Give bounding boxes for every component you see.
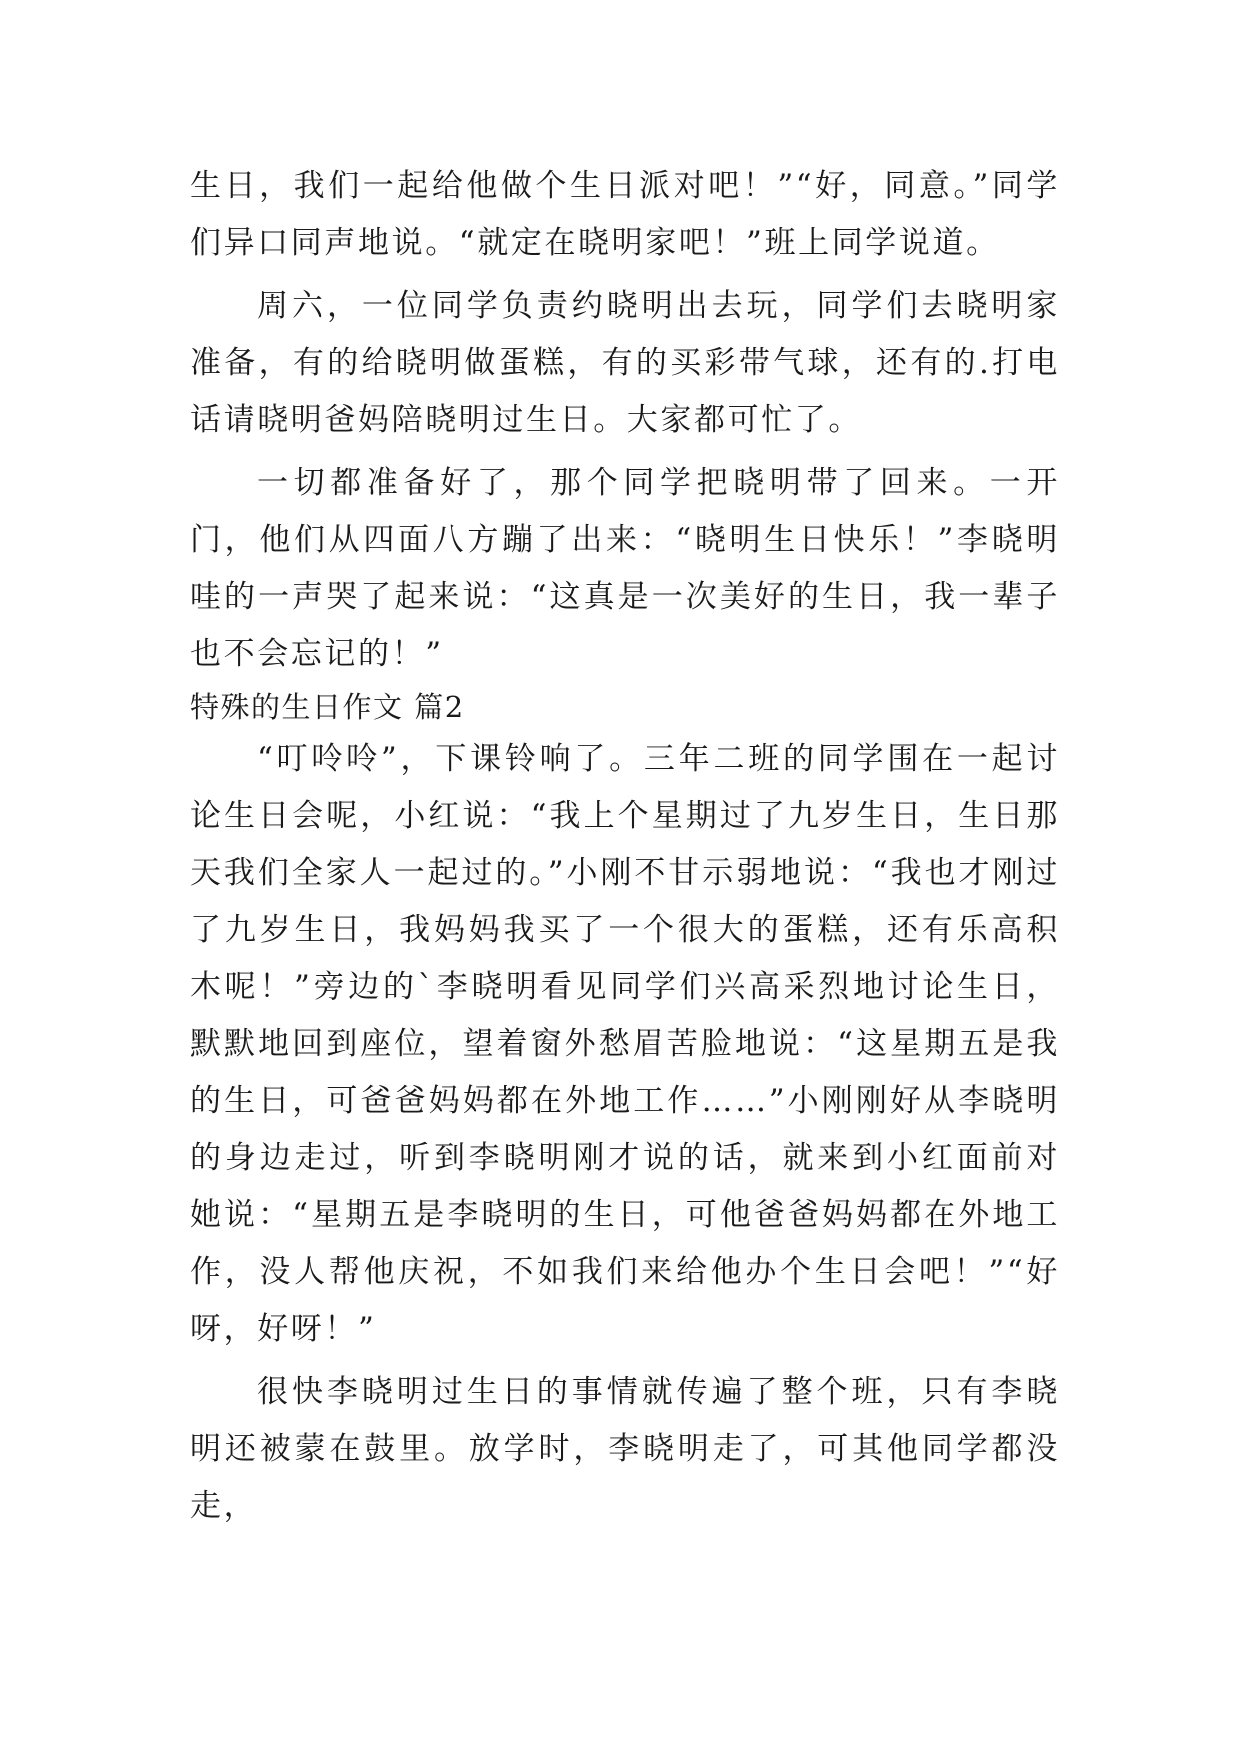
paragraph-5: 很快李晓明过生日的事情就传遍了整个班，只有李晓明还被蒙在鼓里。放学时，李晓明走了，可其他同学都没走， — [190, 1374, 1060, 1524]
paragraph-1: 生日，我们一起给他做个生日派对吧！”“好，同意。”同学们异口同声地说。“就定在晓明家吧！”班上同学说道。 — [190, 168, 1060, 261]
section-heading: 特殊的生日作文 篇2 — [190, 690, 465, 724]
paragraph-2: 周六，一位同学负责约晓明出去玩，同学们去晓明家准备，有的给晓明做蛋糕，有的买彩带气球，还有的.打电话请晓明爸妈陪晓明过生日。大家都可忙了。 — [190, 288, 1060, 438]
paragraph-4: “叮呤呤”，下课铃响了。三年二班的同学围在一起讨论生日会呢，小红说：“我上个星期过了九岁生日，生日那天我们全家人一起过的。”小刚不甘示弱地说：“我也才刚过了九岁生日，我妈妈我买了一个很大的蛋糕，还有乐高积木呢！”旁边的`李晓明看见同学们兴高采烈地讨论生日，默默地回到座位，望着窗外愁眉苦脸地说：“这星期五是我的生日，可爸爸妈妈都在外地工作……”小刚刚好从李晓明的身边走过，听到李晓明刚才说的话，就来到小红面前对她说：“星期五是李晓明的生日，可他爸爸妈妈都在外地工作，没人帮他庆祝，不如我们来给他办个生日会吧！”“好呀，好呀！” — [190, 741, 1060, 1347]
paragraph-3: 一切都准备好了，那个同学把晓明带了回来。一开门，他们从四面八方蹦了出来：“晓明生日快乐！”李晓明哇的一声哭了起来说：“这真是一次美好的生日，我一辈子也不会忘记的！” — [190, 465, 1060, 672]
document-page — [190, 158, 1060, 1535]
